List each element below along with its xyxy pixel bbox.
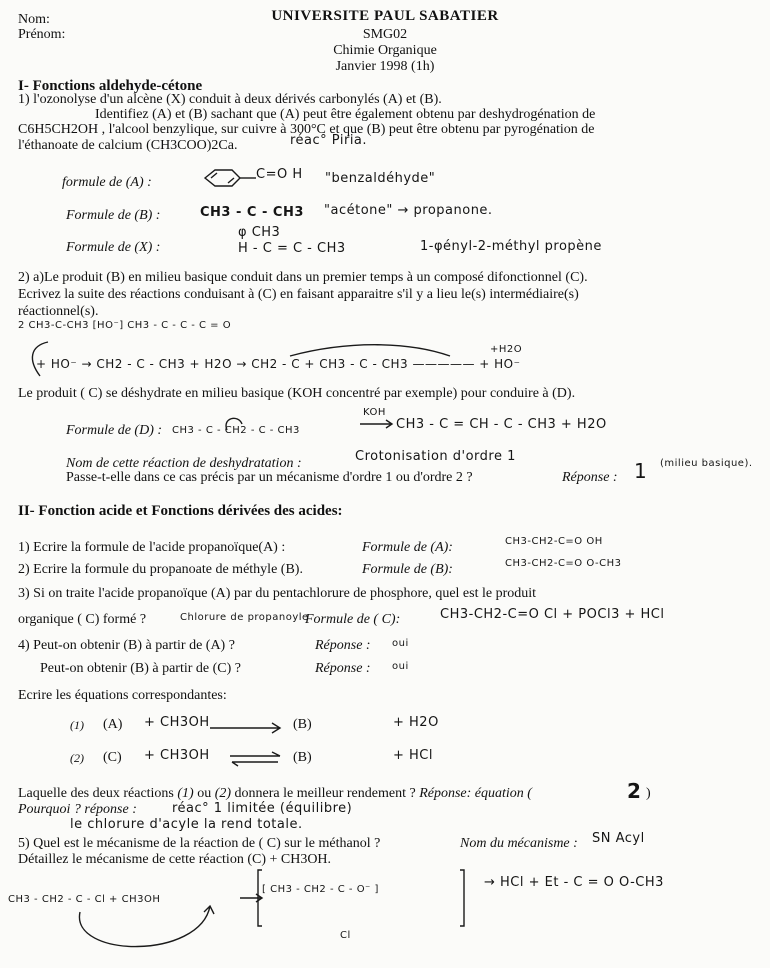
eq2-number: (2) — [70, 751, 84, 765]
part1-q1-line2: Identifiez (A) et (B) sachant que (A) peut être également obtenu par deshydrogénation de — [95, 107, 596, 122]
mechanism-reponse-label: Réponse : — [562, 470, 618, 485]
eq2-reagent: + CH3OH — [144, 748, 210, 763]
q5-line2: Détaillez le mécanisme de cette réaction (C) + CH3OH. — [18, 852, 332, 867]
mechanism-question: Passe-t-elle dans ce cas précis par un mécanisme d'ordre 1 ou d'ordre 2 ? — [66, 470, 473, 485]
q5-line1: 5) Quel est le mécanisme de la réaction de ( C) sur le méthanol ? — [18, 836, 381, 851]
eq1-byproduct: + H2O — [393, 715, 439, 730]
part1-q1-line3: C6H5CH2OH , l'alcool benzylique, sur cuivre à 300°C et que (B) peut être obtenu par pyrogénation de — [18, 122, 595, 137]
why-hand2: le chlorure d'acyle la rend totale. — [70, 817, 303, 832]
mechanism-answer: 1 — [634, 459, 648, 483]
reaction-name-hand: Crotonisation d'ordre 1 — [355, 449, 516, 464]
yield-answer: 2 — [627, 779, 642, 803]
formula-x-hand-top: φ CH3 — [238, 225, 281, 240]
part2-q3-formula-label: Formule de ( C): — [305, 612, 401, 627]
eq1-product: (B) — [293, 717, 312, 732]
course-name: Chimie Organique — [333, 43, 437, 58]
part2-q1: 1) Ecrire la formule de l'acide propanoïque(A) : — [18, 540, 286, 555]
part1-q1-line4: l'éthanoate de calcium (CH3COO)2Ca. — [18, 138, 238, 153]
part1-q2-hand1: 2 CH3-C-CH3 [HO⁻] CH3 - C - C - C = O — [18, 320, 232, 331]
part2-q2: 2) Ecrire la formule du propanoate de méthyle (B). — [18, 562, 303, 577]
why-hand1: réac° 1 limitée (équilibre) — [172, 801, 353, 816]
part2-q1-formula-label: Formule de (A): — [362, 540, 453, 555]
course-code: SMG02 — [362, 27, 408, 42]
part2-q2-hand: CH3-CH2-C=O O-CH3 — [505, 558, 622, 569]
formula-d-koh: KOH — [363, 407, 386, 418]
part2-q4b: Peut-on obtenir (B) à partir de (C) ? — [40, 661, 241, 676]
name-label: Nom: — [18, 12, 50, 27]
q5-mech-label: Nom du mécanisme : — [460, 836, 578, 851]
part1-q2-line3: réactionnel(s). — [18, 304, 99, 319]
eq1-reactant: (A) — [103, 717, 123, 732]
formula-b-hand: CH3 - C - CH3 — [200, 205, 304, 220]
formula-a-name: "benzaldéhyde" — [325, 171, 436, 186]
yield-answer-label: Réponse: équation ( — [419, 786, 532, 801]
formula-b-label: Formule de (B) : — [66, 208, 161, 223]
q5-hand-right: → HCl + Et - C = O O-CH3 — [484, 875, 664, 890]
university-title: UNIVERSITE PAUL SABATIER — [271, 8, 499, 24]
part1-title: I- Fonctions aldehyde-cétone — [18, 78, 203, 94]
eq1-number: (1) — [70, 718, 84, 732]
eq2-reactant: (C) — [103, 750, 122, 765]
part1-q2-hand-h2o: +H2O — [490, 344, 523, 355]
why-label: Pourquoi ? réponse : — [18, 802, 137, 817]
formula-x-label: Formule de (X) : — [66, 240, 161, 255]
q5-mech-hand: SN Acyl — [592, 831, 645, 846]
formula-x-hand-bottom: H - C = C - CH3 — [238, 241, 346, 256]
first-name-label: Prénom: — [18, 27, 66, 42]
part2-q3-hand-name: Chlorure de propanoyle — [180, 612, 309, 623]
equations-title: Ecrire les équations correspondantes: — [18, 688, 227, 703]
formula-a-label: formule de (A) : — [62, 175, 152, 190]
exam-date: Janvier 1998 (1h) — [335, 59, 435, 74]
part2-title: II- Fonction acide et Fonctions dérivées des acides: — [18, 503, 343, 519]
part1-q2-hand2: + HO⁻ → CH2 - C - CH3 + H2O → CH2 - C + CH3 - C - CH3 ————— + HO⁻ — [36, 357, 521, 371]
part2-q4a-hand: oui — [392, 638, 409, 649]
formula-d-product: CH3 - C = CH - C - CH3 + H2O — [396, 417, 607, 432]
formula-b-name: "acétone" → propanone. — [324, 203, 493, 218]
formula-d-label: Formule de (D) : — [66, 423, 163, 438]
yield-question-start: Laquelle des deux réactions — [18, 786, 174, 801]
yield-question-end: donnera le meilleur rendement ? — [234, 786, 416, 801]
q5-hand-cl: Cl — [340, 930, 351, 941]
part2-q2-formula-label: Formule de (B): — [362, 562, 453, 577]
part2-q4b-label: Réponse : — [315, 661, 371, 676]
part2-q4b-hand: oui — [392, 661, 409, 672]
part1-q2-line2: Ecrivez la suite des réactions conduisant à (C) en faisant apparaitre s'il y a lieu le(s) intermédiaire(s) — [18, 287, 579, 302]
reaction-name-label: Nom de cette réaction de deshydratation : — [66, 456, 302, 471]
part1-q2-line1: 2) a)Le produit (B) en milieu basique conduit dans un premier temps à un composé difonctionnel (C). — [18, 270, 588, 285]
mechanism-note: (milieu basique). — [660, 458, 753, 469]
part1-q1-line1: 1) l'ozonolyse d'un alcène (X) conduit à deux dérivés carbonylés (A) et (B). — [18, 92, 442, 107]
part2-q4a: 4) Peut-on obtenir (B) à partir de (A) ? — [18, 638, 235, 653]
formula-x-name: 1-φényl-2-méthyl propène — [420, 239, 602, 254]
yield-question-mid: ou — [197, 786, 212, 801]
part2-q1-hand: CH3-CH2-C=O OH — [505, 536, 603, 547]
eq2-byproduct: + HCl — [393, 748, 433, 763]
yield-question-1: (1) — [177, 786, 194, 801]
q5-hand-left: CH3 - CH2 - C - Cl + CH3OH — [8, 894, 161, 905]
eq1-reagent: + CH3OH — [144, 715, 210, 730]
yield-question-2: (2) — [214, 786, 232, 801]
q5-hand-mid: [ CH3 - CH2 - C - O⁻ ] — [262, 884, 379, 895]
part2-q4a-label: Réponse : — [315, 638, 371, 653]
part1-q2b-line: Le produit ( C) se déshydrate en milieu basique (KOH concentré par exemple) pour conduire à (D). — [18, 386, 576, 401]
eq2-product: (B) — [293, 750, 312, 765]
part1-q1-handnote: réac° Piria. — [290, 133, 368, 148]
part2-q3-line1: 3) Si on traite l'acide propanoïque (A) par du pentachlorure de phosphore, quel est le produit — [18, 586, 537, 601]
formula-a-hand: C=O H — [256, 167, 303, 182]
formula-d-hand: CH3 - C - CH2 - C - CH3 — [172, 425, 300, 436]
part2-q3-line2: organique ( C) formé ? — [18, 612, 147, 627]
yield-answer-close: ) — [646, 786, 651, 801]
part2-q3-hand: CH3-CH2-C=O Cl + POCl3 + HCl — [440, 607, 665, 622]
